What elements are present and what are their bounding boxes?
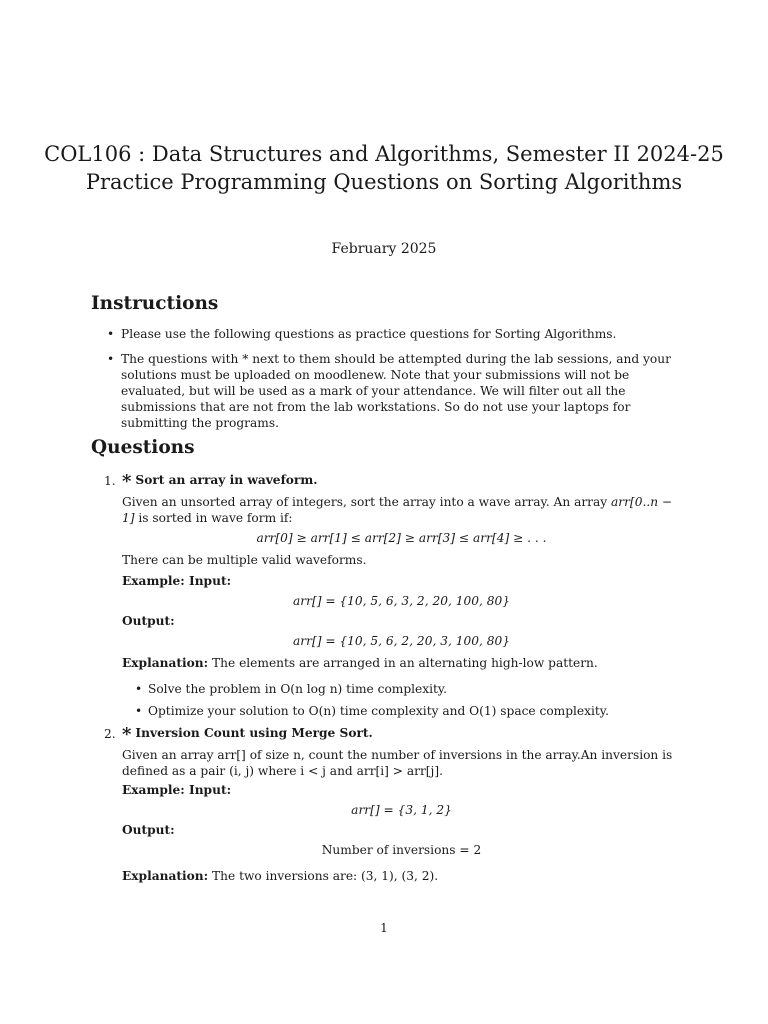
lab-star-marker: *: [122, 724, 132, 745]
description-text: Given an unsorted array of integers, sort the array into a wave array. An array: [122, 495, 612, 509]
lab-star-marker: *: [122, 471, 132, 492]
instruction-item: • The questions with * next to them should be attempted during the lab sessions, and your solutions must be uploaded on moodlenew. Note that your submissions will not be evaluated, but will be used as a mark of your attendance. We will filter out all the submissions that are not from the lab workstations. So do not use your laptops for submitting the programs.: [105, 351, 680, 431]
title-line-1: COL106 : Data Structures and Algorithms, Semester II 2024-25: [44, 142, 724, 166]
waveform-condition: arr[0] ≥ arr[1] ≤ arr[2] ≥ arr[3] ≤ arr[4] ≥ . . .: [256, 531, 547, 545]
question-description: [122, 494, 681, 526]
example-input: arr[] = {3, 1, 2}: [351, 803, 452, 817]
question-number: 1.: [104, 474, 116, 488]
example-output: arr[] = {10, 5, 6, 2, 20, 3, 100, 80}: [293, 634, 510, 648]
question-note: There can be multiple valid waveforms.: [122, 553, 367, 567]
example-input: arr[] = {10, 5, 6, 3, 2, 20, 100, 80}: [293, 594, 510, 608]
description-text: is sorted in wave form if:: [134, 511, 293, 525]
question-title-text: Sort an array in waveform.: [135, 473, 318, 487]
explanation-label: Explanation:: [122, 656, 209, 670]
question-1: [91, 472, 681, 725]
instruction-item: • Please use the following questions as practice questions for Sorting Algorithms.: [105, 326, 680, 342]
explanation: [122, 868, 681, 884]
question-2: [91, 725, 681, 884]
document-title: [0, 140, 768, 196]
task-item: • Optimize your solution to O(n) time complexity and O(1) space complexity.: [134, 703, 681, 719]
description-math: arr[0..n − 1]: [122, 495, 673, 525]
output-label: Output:: [122, 614, 175, 628]
page-number: 1: [380, 921, 388, 935]
question-number: 2.: [104, 727, 116, 741]
question-title: [122, 725, 681, 743]
output-label: Output:: [122, 823, 175, 837]
explanation-label: Explanation:: [122, 869, 209, 883]
task-list: [134, 681, 681, 719]
instructions-heading: Instructions: [91, 293, 219, 314]
question-title-text: Inversion Count using Merge Sort.: [135, 726, 373, 740]
example-label: Example: Input:: [122, 574, 232, 588]
task-item: • Solve the problem in O(n log n) time complexity.: [134, 681, 681, 697]
questions-heading: Questions: [91, 437, 195, 458]
instructions-list: [105, 326, 680, 440]
example-output: Number of inversions = 2: [321, 843, 482, 857]
document-date: February 2025: [331, 241, 437, 257]
title-line-2: Practice Programming Questions on Sorting Algorithms: [85, 170, 683, 194]
explanation-text: The two inversions are: (3, 1), (3, 2).: [212, 869, 439, 883]
example-label: Example: Input:: [122, 783, 232, 797]
explanation: [122, 655, 681, 671]
question-description: Given an array arr[] of size n, count the number of inversions in the array.An inversion is defined as a pair (i, j) where i < j and arr[i] > arr[j].: [122, 748, 673, 778]
explanation-text: The elements are arranged in an alternating high-low pattern.: [212, 656, 598, 670]
question-title: [122, 472, 681, 490]
